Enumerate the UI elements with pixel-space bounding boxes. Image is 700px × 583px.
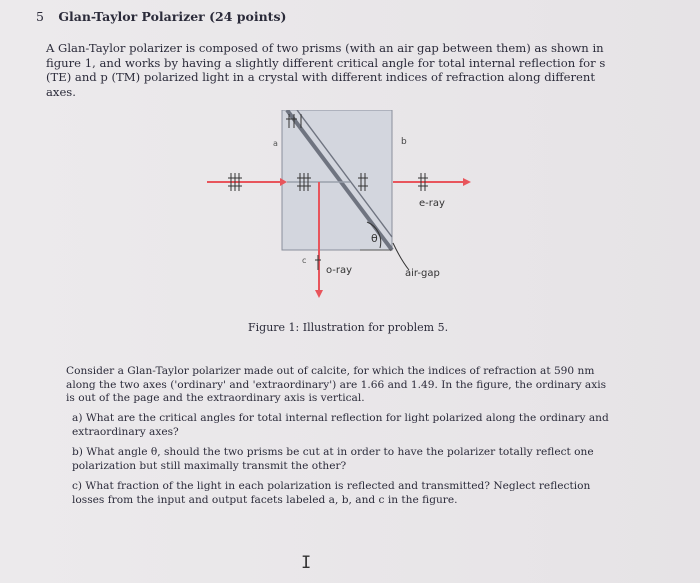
- figure-1: [205, 110, 485, 310]
- glan-taylor-diagram: [205, 110, 485, 310]
- problem-title: Glan-Taylor Polarizer (24 points): [58, 9, 287, 24]
- problem-body: [66, 365, 614, 406]
- question-b: [72, 446, 620, 473]
- question-b-text: b) What angle θ, should the two prisms be cut at in order to have the polarizer totally reflect one polarization but still maximally transmit the other?: [72, 446, 594, 472]
- text-cursor-icon: I: [301, 553, 312, 573]
- e-ray-label: e-ray: [419, 198, 445, 209]
- problem-heading: [36, 9, 286, 24]
- polarization-marks-bottom: [315, 255, 321, 270]
- facet-c-label: c: [302, 256, 307, 265]
- question-a: [72, 412, 620, 439]
- e-ray-arrowhead: [463, 178, 471, 186]
- facet-a-label: a: [273, 139, 278, 148]
- o-ray-label: o-ray: [326, 265, 353, 276]
- o-ray-arrowhead: [315, 290, 323, 298]
- air-gap-label: air-gap: [405, 268, 440, 279]
- question-c-text: c) What fraction of the light in each polarization is reflected and transmitted? Neglect reflection losses from the input and output facets labeled a, b, and c in the figure.: [72, 480, 591, 506]
- question-c: [72, 480, 620, 507]
- intro-paragraph: A Glan-Taylor polarizer is composed of two prisms (with an air gap between them) as shown in figure 1, and works by having a slightly different critical angle for total internal reflection for s (TE) and p (TM) polarized light in a crystal with different indices of refraction along different axes.: [46, 41, 606, 99]
- question-a-text: a) What are the critical angles for total internal reflection for light polarized along the ordinary and extraordinary axes?: [72, 412, 609, 438]
- facet-b-label: b: [401, 137, 407, 147]
- figure-caption: Figure 1: Illustration for problem 5.: [248, 321, 449, 334]
- problem-number: 5: [36, 9, 44, 24]
- body-paragraph: Consider a Glan-Taylor polarizer made out of calcite, for which the indices of refraction at 590 nm along the two axes ('ordinary' and 'extraordinary') are 1.66 and 1.49. In the figure, the ordinary axis is out of the page and the extraordinary axis is vertical.: [66, 365, 607, 404]
- air-gap-pointer: [393, 243, 409, 270]
- theta-label: θ: [371, 232, 378, 245]
